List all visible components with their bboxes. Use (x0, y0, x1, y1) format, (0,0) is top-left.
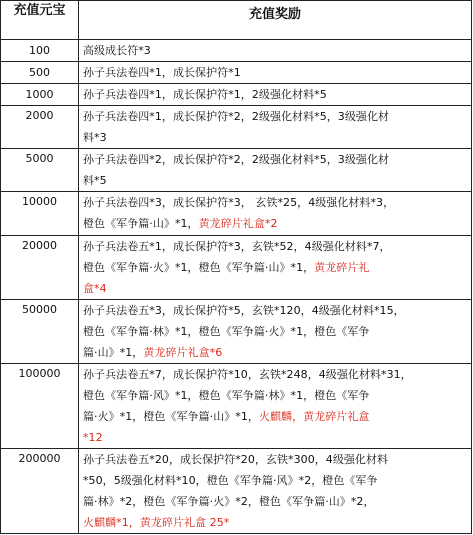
table-row (1, 449, 472, 534)
reward-line (83, 449, 469, 470)
reward-highlight-text: 黄龙碎片礼 (314, 261, 370, 274)
reward-text: 篇·火》*1，橙色《军争篇·山》*1， (83, 410, 259, 423)
reward-line (83, 106, 469, 127)
reward-text: 孙子兵法卷五*1，成长保护符*3，玄铁*52，4级强化材料*7， (83, 240, 391, 253)
reward-highlight-text: 黄龙碎片礼盒*6 (143, 346, 223, 359)
reward-text: 孙子兵法卷五*20，成长保护符*20，玄铁*300，4级强化材料 (83, 453, 389, 466)
reward-cell (79, 364, 472, 449)
reward-line (83, 470, 469, 491)
amount-cell: 10000 (1, 192, 79, 236)
reward-text: 高级成长符*3 (83, 44, 151, 57)
reward-text: 橙色《军争篇·林》*1，橙色《军争篇·火》*1，橙色《军争 (83, 325, 370, 338)
reward-line (83, 40, 469, 61)
amount-cell: 50000 (1, 300, 79, 364)
reward-cell (79, 449, 472, 534)
reward-cell (79, 149, 472, 192)
amount-cell: 5000 (1, 149, 79, 192)
reward-text: 孙子兵法卷五*3，成长保护符*5，玄铁*120，4级强化材料*15， (83, 304, 405, 317)
reward-line (83, 149, 469, 170)
amount-cell: 200000 (1, 449, 79, 534)
reward-line (83, 406, 469, 427)
reward-line (83, 257, 469, 278)
reward-cell (79, 192, 472, 236)
table-body (1, 40, 472, 534)
reward-text: 篇·林》*2，橙色《军争篇·火》*2，橙色《军争篇·山》*2， (83, 495, 375, 508)
table-row (1, 236, 472, 300)
reward-line (83, 491, 469, 512)
reward-line (83, 170, 469, 191)
reward-line (83, 364, 469, 385)
reward-highlight-text: *12 (83, 431, 103, 444)
amount-cell: 1000 (1, 84, 79, 106)
reward-text: 橙色《军争篇·风》*1，橙色《军争篇·林》*1，橙色《军争 (83, 389, 370, 402)
header-reward: 充值奖励 (79, 1, 472, 40)
amount-cell: 100000 (1, 364, 79, 449)
reward-highlight-text: 火麒麟*1，黄龙碎片礼盒 25* (83, 516, 230, 529)
table-row (1, 84, 472, 106)
amount-cell: 20000 (1, 236, 79, 300)
reward-line (83, 427, 469, 448)
reward-line (83, 321, 469, 342)
reward-text: 料*3 (83, 131, 107, 144)
reward-text: 孙子兵法卷四*1，成长保护符*2，2级强化材料*5，3级强化材 (83, 110, 390, 123)
reward-cell (79, 106, 472, 149)
amount-cell: 2000 (1, 106, 79, 149)
reward-highlight-text: 黄龙碎片礼盒*2 (198, 217, 278, 230)
reward-cell (79, 84, 472, 106)
reward-text: 篇·山》*1， (83, 346, 144, 359)
table-row (1, 364, 472, 449)
table-row (1, 62, 472, 84)
reward-text: 孙子兵法卷四*1，成长保护符*1，2级强化材料*5 (83, 88, 327, 101)
reward-text: *50，5级强化材料*10，橙色《军争篇·风》*2，橙色《军争 (83, 474, 378, 487)
header-amount: 充值元宝 (1, 1, 79, 40)
reward-line (83, 385, 469, 406)
reward-text: 孙子兵法卷四*1，成长保护符*1 (83, 66, 241, 79)
reward-text: 橙色《军争篇·山》*1， (83, 217, 199, 230)
table-row (1, 149, 472, 192)
reward-line (83, 342, 469, 363)
table-row (1, 300, 472, 364)
reward-text: 孙子兵法卷五*7，成长保护符*10，玄铁*248，4级强化材料*31， (83, 368, 412, 381)
table-header-row (1, 1, 472, 40)
reward-cell (79, 62, 472, 84)
reward-line (83, 62, 469, 83)
reward-line (83, 236, 469, 257)
amount-cell: 100 (1, 40, 79, 62)
reward-text: 孙子兵法卷四*3，成长保护符*3， 玄铁*25，4级强化材料*3， (83, 196, 395, 209)
reward-line (83, 213, 469, 234)
table-row (1, 192, 472, 236)
reward-highlight-text: 火麒麟，黄龙碎片礼盒 (258, 410, 370, 423)
table-row (1, 106, 472, 149)
reward-line (83, 192, 469, 213)
reward-line (83, 300, 469, 321)
reward-text: 橙色《军争篇·火》*1，橙色《军争篇·山》*1， (83, 261, 315, 274)
reward-cell (79, 40, 472, 62)
reward-text: 料*5 (83, 174, 107, 187)
reward-highlight-text: 盒*4 (83, 282, 107, 295)
reward-cell (79, 236, 472, 300)
table-row (1, 40, 472, 62)
reward-cell (79, 300, 472, 364)
amount-cell: 500 (1, 62, 79, 84)
reward-line (83, 278, 469, 299)
reward-text: 孙子兵法卷四*2，成长保护符*2，2级强化材料*5，3级强化材 (83, 153, 390, 166)
reward-line (83, 84, 469, 105)
reward-line (83, 512, 469, 533)
reward-line (83, 127, 469, 148)
